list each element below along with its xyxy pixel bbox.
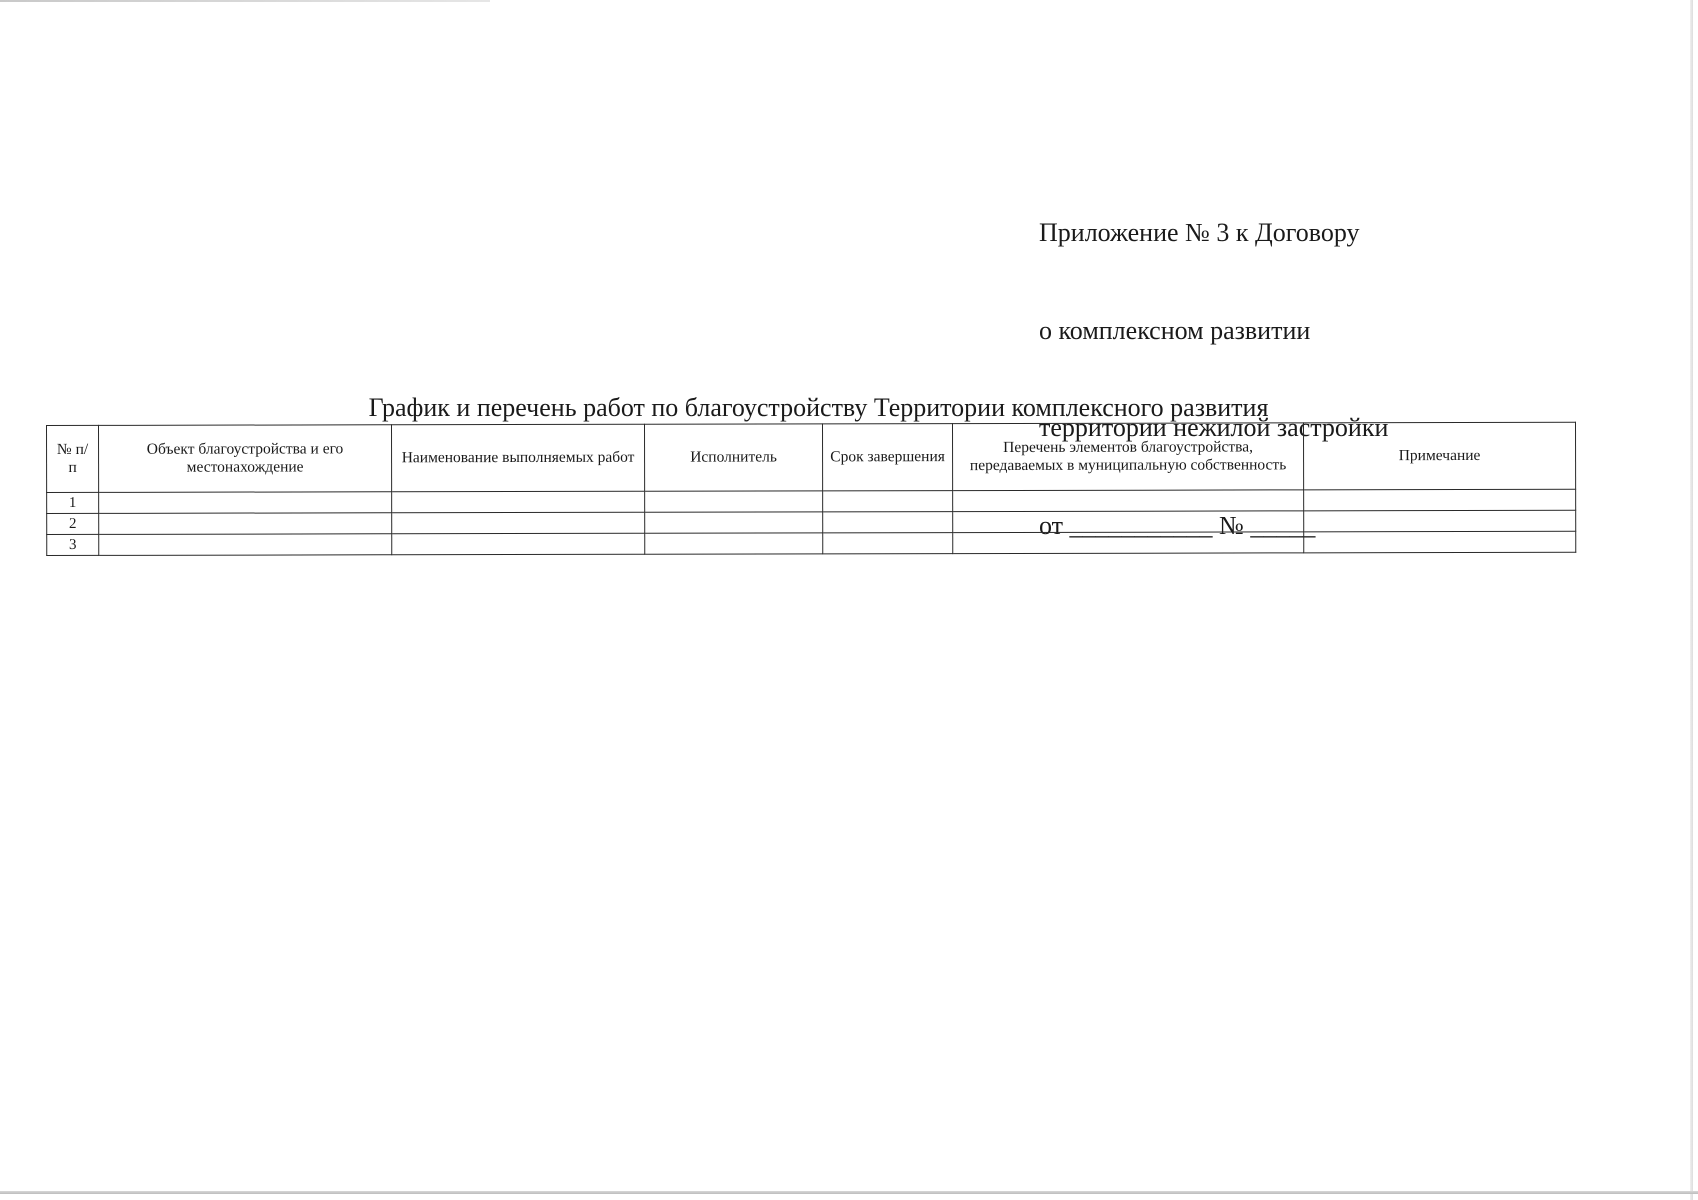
table-cell-number: 2 bbox=[47, 513, 99, 534]
column-header-executor: Исполнитель bbox=[644, 424, 822, 491]
column-header-number: № п/п bbox=[47, 425, 99, 492]
column-header-object: Объект благоустройства и его местонахождение bbox=[99, 425, 392, 493]
table-cell-number: 1 bbox=[47, 492, 99, 513]
appendix-line: территории нежилой застройки bbox=[1039, 413, 1389, 442]
table-cell bbox=[953, 532, 1304, 554]
table-cell bbox=[1304, 489, 1576, 511]
table-cell bbox=[99, 534, 392, 556]
table-cell bbox=[392, 491, 645, 513]
table-cell bbox=[392, 533, 645, 555]
column-header-elements: Перечень элементов благоустройства, передаваемых в муниципальную собственность bbox=[952, 423, 1303, 491]
scan-edge-bottom bbox=[0, 1191, 1698, 1194]
document-title: График и перечень работ по благоустройству Территории комплексного развития bbox=[368, 393, 1269, 422]
works-table bbox=[46, 422, 1576, 556]
table-cell bbox=[823, 533, 953, 554]
table-cell bbox=[99, 513, 392, 535]
column-header-works: Наименование выполняемых работ bbox=[392, 424, 645, 492]
appendix-line: о комплексном развитии bbox=[1039, 315, 1311, 345]
table-cell bbox=[823, 512, 953, 533]
appendix-line: от ___________ № _____ bbox=[1039, 510, 1316, 540]
table-cell bbox=[645, 491, 823, 512]
column-header-deadline: Срок завершения bbox=[822, 424, 952, 491]
table-cell bbox=[953, 511, 1304, 533]
table-cell bbox=[645, 512, 823, 533]
table-cell bbox=[823, 491, 953, 512]
scan-edge-right bbox=[1690, 0, 1693, 1200]
column-header-note: Примечание bbox=[1303, 422, 1575, 490]
appendix-line: Приложение № 3 к Договору bbox=[1039, 218, 1360, 247]
table-cell bbox=[99, 492, 392, 514]
table-row bbox=[47, 531, 1576, 555]
table-cell bbox=[392, 512, 645, 534]
table-cell-number: 3 bbox=[47, 534, 99, 555]
table-cell bbox=[1304, 531, 1576, 553]
scan-edge-top bbox=[0, 0, 490, 2]
table-cell bbox=[645, 533, 823, 554]
table-cell bbox=[953, 490, 1304, 512]
table-header-row bbox=[47, 422, 1576, 492]
table-cell bbox=[1304, 510, 1576, 532]
